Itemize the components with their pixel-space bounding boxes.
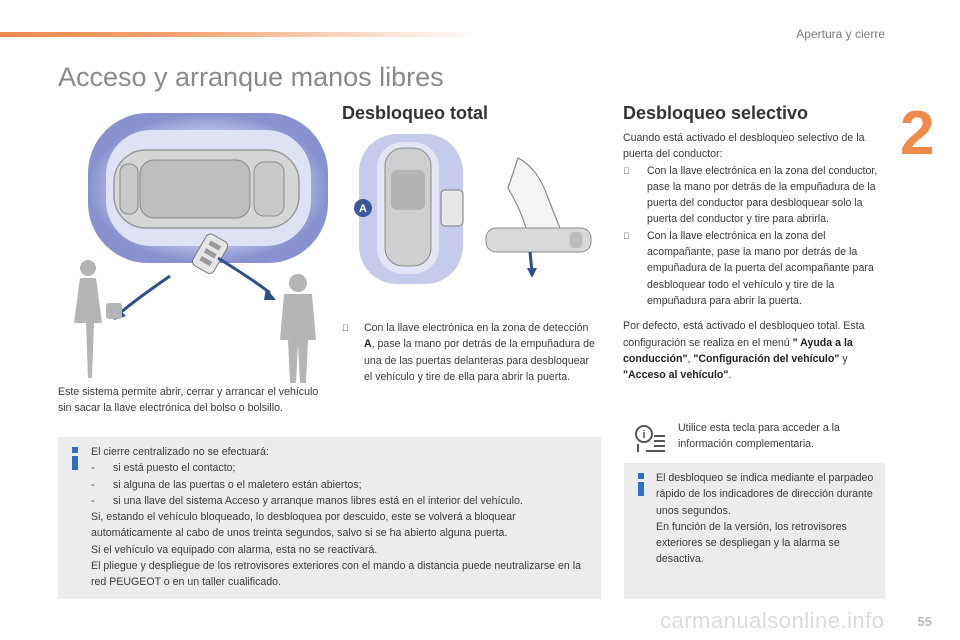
- menu-path-3: "Acceso al vehículo": [623, 369, 729, 382]
- info-box-unlock-signal: [624, 463, 885, 599]
- list-item: [623, 228, 891, 309]
- total-unlock-instruction: [342, 320, 600, 385]
- selective-unlock-heading: Desbloqueo selectivo: [623, 103, 809, 123]
- list-item: [623, 163, 891, 228]
- info-tip: [634, 420, 884, 456]
- woman-silhouette: [74, 260, 122, 378]
- selective-item-passenger: Con la llave electrónica en la zona del acompañante, pase la mano por detrás de la empuñadura de la puerta del acompañante para desbloquear todo el vehículo y tire de la empuñadura para abrir la puerta.: [647, 229, 874, 307]
- intro-paragraph: Este sistema permite abrir, cerrar y arrancar el vehículo sin sacar la llave electrónica del bolso o bolsillo.: [58, 386, 319, 415]
- selective-unlock-intro: Cuando está activado el desbloqueo selectivo de la puerta del conductor:: [623, 132, 865, 161]
- info-paragraph: En función de la versión, los retrovisores exteriores se despliegan y la alarma se desactiva.: [656, 520, 847, 566]
- info-paragraph: Si el vehículo va equipado con alarma, esta no se reactivará.: [91, 543, 378, 556]
- default-setting-paragraph: Por defecto, está activado el desbloqueo total. Esta configuración se realiza en el menú " Ayuda a la conducción", "Configuración del vehículo" y "Acceso al vehículo".: [623, 320, 865, 382]
- list-item: - si una llave del sistema Acceso y arranque manos libres está en el interior del vehículo.: [91, 494, 523, 507]
- info-icon: [636, 473, 646, 495]
- info-box-central-locking: [58, 437, 601, 599]
- svg-text:i: i: [642, 429, 646, 441]
- list-item: - si está puesto el contacto;: [91, 462, 236, 475]
- info-paragraph: El desbloqueo se indica mediante el parpadeo rápido de los indicadores de dirección durante unos segundos.: [656, 472, 874, 517]
- car-top-view: [114, 150, 299, 228]
- chapter-number: 2: [900, 99, 935, 168]
- tip-text: Utilice esta tecla para acceder a la información complementaria.: [678, 422, 840, 451]
- selective-unlock-section: [623, 130, 891, 383]
- bullet-mark: [342, 320, 349, 336]
- info-key-icon: [634, 422, 666, 454]
- selective-item-driver: Con la llave electrónica en la zona del conductor, pase la mano por detrás de la empuñadura de la puerta del conductor para desbloquear solo la puerta del conductor y tire para abrirla.: [647, 164, 878, 226]
- watermark: carmanualsonline.info: [660, 608, 885, 633]
- info-box-content: [656, 470, 878, 568]
- menu-path-2: "Configuración del vehículo": [693, 352, 840, 365]
- info-icon: [70, 447, 80, 469]
- hands-free-zone-illustration: [58, 108, 333, 388]
- page-title: Acceso y arranque manos libres: [58, 62, 444, 92]
- detection-zone-label-a: A: [359, 203, 367, 215]
- header-accent-bar: [0, 32, 480, 37]
- door-handle-hand-illustration: [478, 148, 596, 288]
- list-item: - si alguna de las puertas o el maletero están abiertos;: [91, 478, 362, 491]
- man-silhouette: [280, 274, 316, 383]
- total-unlock-label: A: [364, 338, 372, 351]
- page-number: 55: [917, 614, 932, 629]
- detection-zone-illustration: [341, 130, 471, 290]
- info-paragraph: El pliegue y despliegue de los retrovisores exteriores con el mando a distancia puede neutralizarse en la red PEUGEOT o en un taller cualificado.: [91, 560, 581, 589]
- total-unlock-text-1: Con la llave electrónica en la zona de detección: [364, 322, 589, 334]
- info-lead: El cierre centralizado no se efectuará:: [91, 446, 269, 458]
- info-box-content: [91, 444, 596, 591]
- menu-path-1: " Ayuda a la conducción": [623, 336, 853, 365]
- bullet-mark: [623, 228, 630, 244]
- section-title: Apertura y cierre: [796, 27, 885, 41]
- total-unlock-heading: Desbloqueo total: [342, 103, 489, 123]
- info-paragraph: Si, estando el vehículo bloqueado, lo desbloquea por descuido, este se volverá a bloquear automáticamente al cabo de unos treinta segundos, salvo si se ha abierto alguna puerta.: [91, 511, 516, 540]
- bullet-mark: [623, 163, 630, 179]
- total-unlock-text-2: , pase la mano por detrás de la empuñadura de una de las puertas delanteras para desbloquear el vehículo y tire de ella para abrir la puerta.: [364, 338, 595, 383]
